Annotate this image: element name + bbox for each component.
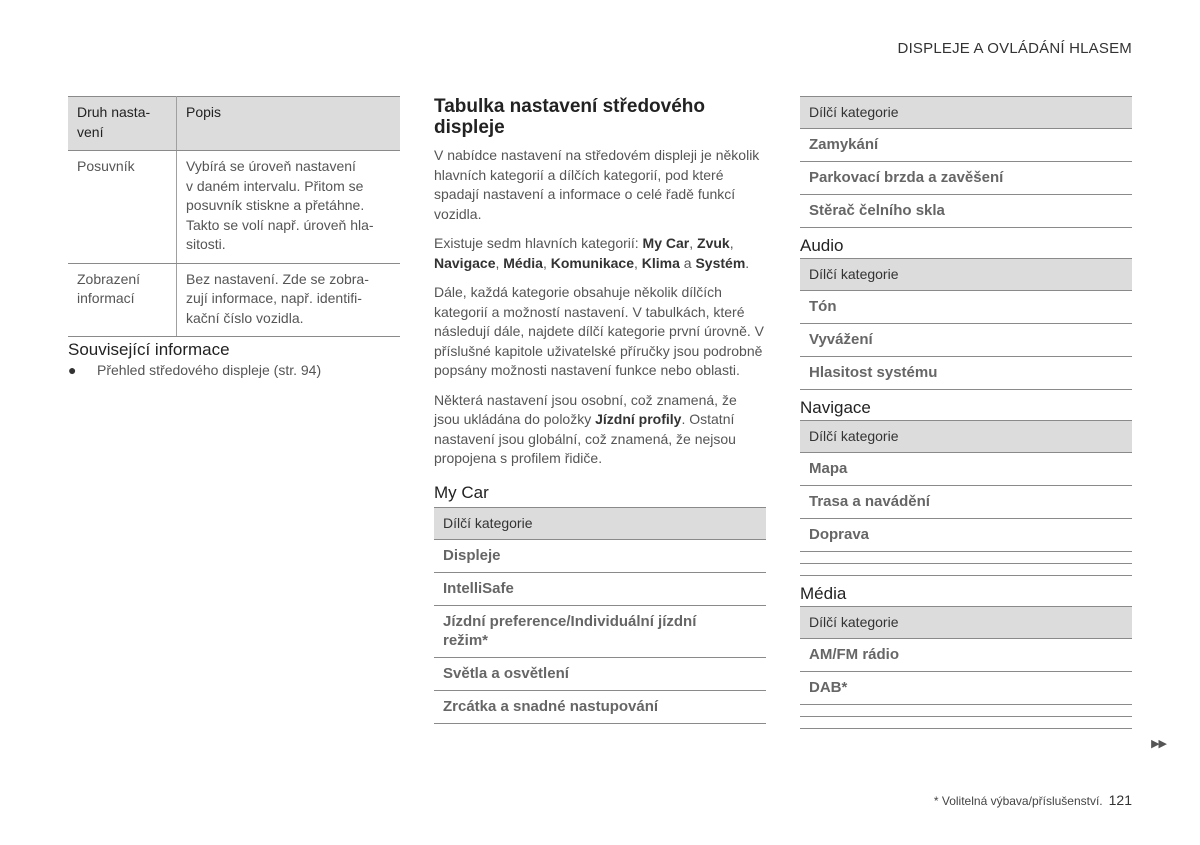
mycar-title: My Car [434,482,489,502]
bullet-icon: ● [68,362,77,378]
related-info-text: Přehled středového displeje (str. 94) [97,362,322,378]
subcategories-paragraph: Dále, každá kategorie obsahuje několik dílčích kategorií a možností nastavení. V tabulkách, které následují dále, najdete dílčí kategorie první úrovně. V příslušné kapitole uživatelské příručky jsou podrobně popsány možnosti nastavení funkce nebo oblasti. [434,284,764,378]
subcategory-item: Doprava [800,519,1132,552]
subcategory-header: Dílčí kategorie [800,607,1132,639]
profiles-text-before: Některá nastavení jsou osobní, což znamená, že jsou ukládána do položky [434,391,737,427]
intro-paragraph: V nabídce nastavení na středovém displeji je několik hlavních kategorií a dílčích kategorií, pod které spadají nastavení a informace o celé řadě funkcí vozidla. [434,147,760,222]
category-name: My Car [642,235,690,251]
empty-row [800,552,1132,564]
table-row [68,151,400,264]
col-header-desc: Popis [177,97,401,151]
col-header-type: Druh nasta- vení [68,97,177,151]
subcategory-header: Dílčí kategorie [800,259,1132,291]
subcategory-item: IntelliSafe [434,572,766,605]
category-name: Média [503,254,543,271]
continue-arrow-icon: ▶▶ [1151,738,1166,750]
category-name: Systém [695,254,746,271]
subcategory-item: DAB* [800,672,1132,705]
categories-paragraph: Existuje sedm hlavních kategorií: My Car, Zvuk, Navigace, Média, Komunikace, Klima a Systém. [434,235,750,271]
subcategory-item: Trasa a navádění [800,486,1132,519]
media-title: Média [800,584,847,603]
driver-profiles-term: Jízdní profily [595,411,682,427]
media-table [800,606,1132,729]
page-number: 121 [1108,792,1132,808]
running-header: DISPLEJE A OVLÁDÁNÍ HLASEM [897,40,1132,57]
mycar-table-continued [800,96,1132,228]
category-name: Komunikace [550,254,634,271]
mycar-table [434,507,766,724]
category-name: Klima [641,254,680,271]
cell-desc: Vybírá se úroveň nastavení v daném intervalu. Přitom se posuvník stiskne a přetáhne. Takto se volí např. úroveň hla- sitosti. [177,151,401,264]
navigace-title: Navigace [800,398,871,417]
related-info-link[interactable] [68,362,321,378]
main-column [434,96,766,724]
subcategory-item: Hlasitost systému [800,357,1132,390]
cell-type: Zobrazení informací [68,263,177,337]
empty-row [800,564,1132,576]
subcategory-header: Dílčí kategorie [800,421,1132,453]
subcategory-header: Dílčí kategorie [434,507,766,539]
right-column [800,96,1132,729]
setting-types-table [68,96,400,337]
table-row [68,263,400,337]
subcategory-item: AM/FM rádio [800,639,1132,672]
subcategory-item: Jízdní preference/Individuální jízdní režim* [434,605,766,657]
empty-row [800,705,1132,717]
subcategory-item: Parkovací brzda a zavěšení [800,162,1132,195]
navigace-table [800,420,1132,576]
cell-desc: Bez nastavení. Zde se zobra- zují informace, např. identifi- kační číslo vozidla. [177,263,401,337]
subcategory-item: Světla a osvětlení [434,657,766,690]
profiles-paragraph [434,391,766,469]
footnote [934,792,1132,808]
subcategory-item: Stěrač čelního skla [800,195,1132,228]
footnote-text: * Volitelná výbava/příslušenství. [933,794,1103,808]
subcategory-header: Dílčí kategorie [800,97,1132,129]
section-title: Tabulka nastavení středového displeje [434,96,706,138]
subcategory-item: Vyvážení [800,324,1132,357]
subcategory-item: Mapa [800,453,1132,486]
subcategory-item: Zrcátka a snadné nastupování [434,690,766,723]
category-name: Zvuk [697,235,730,251]
audio-table [800,258,1132,390]
empty-row [800,717,1132,729]
audio-title: Audio [800,236,844,255]
subcategory-item: Tón [800,291,1132,324]
related-info-title: Související informace [68,340,230,359]
subcategory-item: Zamykání [800,129,1132,162]
profiles-text-after: . Ostatní nastavení jsou globální, což znamená, že nejsou propojena s profilem řidiče. [434,411,736,466]
subcategory-item: Displeje [434,539,766,572]
cell-type: Posuvník [68,151,177,264]
category-name: Navigace [434,254,496,271]
